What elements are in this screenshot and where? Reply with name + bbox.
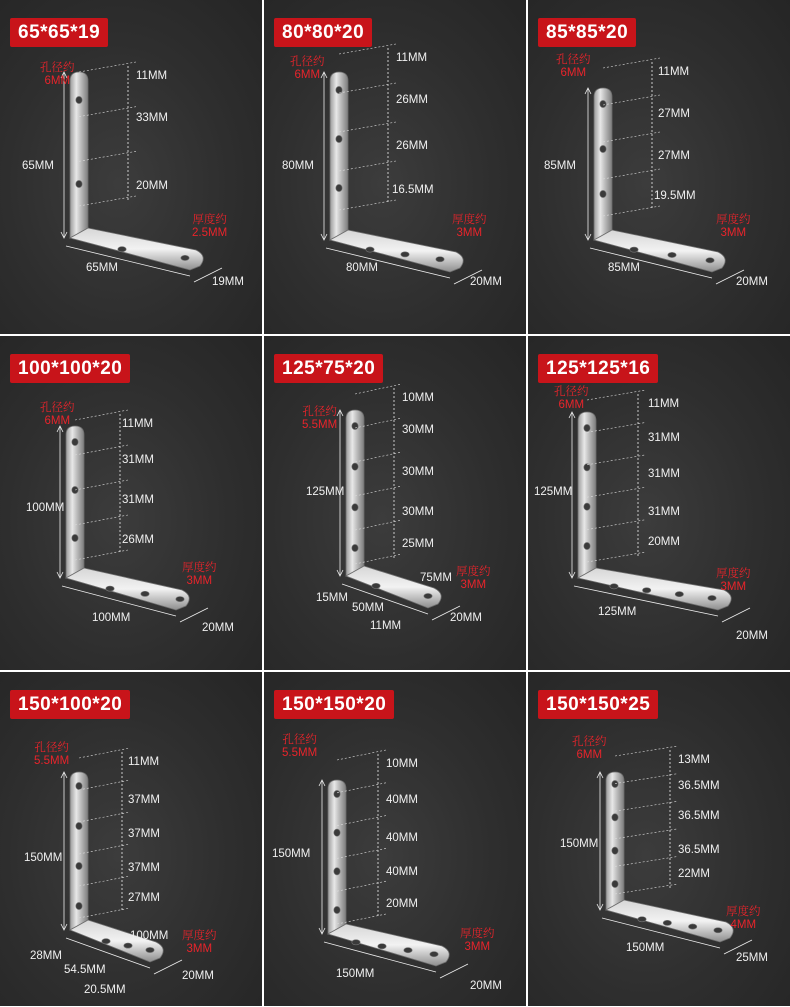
width-label: 20MM bbox=[182, 970, 214, 982]
extension-line bbox=[79, 62, 136, 72]
thickness-note bbox=[452, 214, 487, 240]
hole-spacing-label: 30MM bbox=[402, 424, 434, 436]
hole-spacing-label: 26MM bbox=[396, 140, 428, 152]
hole-diameter-value: 6MM bbox=[44, 415, 71, 427]
hole-spacing-label: 11MM bbox=[122, 418, 154, 430]
hole-spacing-label: 37MM bbox=[128, 794, 160, 806]
hole-diameter-label: 孔径约 bbox=[40, 62, 75, 74]
hole-spacing-label: 36.5MM bbox=[678, 810, 720, 822]
hole-spacing-label: 40MM bbox=[386, 794, 418, 806]
hole bbox=[668, 252, 676, 257]
hole-spacing-label: 11MM bbox=[136, 70, 168, 82]
base-spacing-label: 28MM bbox=[30, 950, 62, 962]
height-label: 150MM bbox=[272, 848, 311, 860]
bracket-panel-3 bbox=[528, 0, 790, 334]
thickness-note bbox=[726, 906, 761, 932]
hole-spacing-label: 26MM bbox=[396, 94, 428, 106]
base-spacing-label: 20.5MM bbox=[84, 984, 126, 996]
hole-spacing-label: 37MM bbox=[128, 862, 160, 874]
thickness-value: 3MM bbox=[720, 581, 747, 593]
vertical-leg bbox=[594, 88, 612, 240]
hole bbox=[352, 422, 358, 429]
hole bbox=[436, 257, 444, 262]
hole bbox=[352, 544, 358, 551]
hole-diameter-note bbox=[572, 736, 607, 762]
hole-spacing-label: 40MM bbox=[386, 832, 418, 844]
thickness-label: 厚度约 bbox=[452, 214, 487, 226]
thickness-label: 厚度约 bbox=[716, 568, 751, 580]
hole bbox=[404, 948, 412, 953]
thickness-label: 厚度约 bbox=[456, 566, 491, 578]
hole bbox=[584, 503, 590, 510]
hole-spacing-label: 31MM bbox=[648, 468, 680, 480]
thickness-label: 厚度约 bbox=[182, 930, 217, 942]
hole-diameter-label: 孔径约 bbox=[554, 386, 589, 398]
width-dimension-line bbox=[154, 960, 182, 974]
hole bbox=[600, 190, 606, 197]
height-label: 65MM bbox=[22, 160, 54, 172]
width-label: 20MM bbox=[736, 276, 768, 288]
height-label: 125MM bbox=[306, 486, 345, 498]
thickness-label: 厚度约 bbox=[716, 214, 751, 226]
bracket-panel-8 bbox=[264, 672, 526, 1006]
width-label: 20MM bbox=[736, 630, 768, 642]
hole-spacing-label: 31MM bbox=[648, 506, 680, 518]
base-spacing-label: 15MM bbox=[316, 592, 348, 604]
thickness-label: 厚度约 bbox=[726, 906, 761, 918]
hole bbox=[336, 135, 342, 142]
hole-diameter-value: 5.5MM bbox=[34, 755, 70, 767]
hole bbox=[334, 868, 340, 875]
size-badge: 65*65*19 bbox=[10, 18, 108, 47]
hole bbox=[76, 862, 82, 869]
thickness-value: 3MM bbox=[186, 943, 213, 955]
hole-spacing-label: 19.5MM bbox=[654, 190, 696, 202]
height-label: 85MM bbox=[544, 160, 576, 172]
hole bbox=[72, 438, 78, 445]
hole bbox=[76, 782, 82, 789]
size-badge: 150*150*25 bbox=[538, 690, 658, 719]
hole bbox=[141, 591, 149, 596]
hole bbox=[106, 586, 114, 591]
hole-spacing-label: 11MM bbox=[128, 756, 160, 768]
extension-line bbox=[615, 746, 678, 756]
extension-line bbox=[615, 774, 678, 784]
hole bbox=[675, 592, 683, 597]
hole-spacing-label: 11MM bbox=[396, 52, 428, 64]
vertical-leg bbox=[578, 412, 596, 578]
thickness-note bbox=[182, 930, 217, 956]
size-badge: 150*100*20 bbox=[10, 690, 130, 719]
hole bbox=[352, 504, 358, 511]
hole-spacing-label: 27MM bbox=[658, 150, 690, 162]
hole bbox=[334, 829, 340, 836]
thickness-value: 4MM bbox=[730, 919, 757, 931]
hole bbox=[176, 597, 184, 602]
hole bbox=[401, 252, 409, 257]
bracket-panel-1 bbox=[0, 0, 262, 334]
hole-diameter-label: 孔径约 bbox=[556, 54, 591, 66]
size-badge: 150*150*20 bbox=[274, 690, 394, 719]
hole-spacing-label: 10MM bbox=[402, 392, 434, 404]
width-dimension-line bbox=[180, 608, 208, 622]
hole bbox=[600, 145, 606, 152]
hole bbox=[102, 939, 110, 944]
hole bbox=[118, 247, 126, 252]
hole-spacing-label: 16.5MM bbox=[392, 184, 434, 196]
bracket-panel-5 bbox=[264, 336, 526, 670]
hole-diameter-note bbox=[40, 62, 75, 88]
width-label: 20MM bbox=[470, 980, 502, 992]
bracket-panel-6 bbox=[528, 336, 790, 670]
hole bbox=[584, 424, 590, 431]
horizontal-leg bbox=[578, 568, 731, 610]
hole bbox=[366, 247, 374, 252]
hole bbox=[124, 943, 132, 948]
length-label: 85MM bbox=[608, 262, 640, 274]
thickness-value: 3MM bbox=[460, 579, 487, 591]
vertical-leg bbox=[66, 426, 84, 578]
hole-diameter-note bbox=[282, 734, 317, 760]
extension-line bbox=[587, 390, 646, 400]
extension-line bbox=[615, 856, 678, 866]
length-label: 65MM bbox=[86, 262, 118, 274]
hole-diameter-value: 5.5MM bbox=[302, 419, 338, 431]
hole bbox=[430, 952, 438, 957]
hole-diameter-value: 6MM bbox=[558, 399, 585, 411]
bracket-panel-2 bbox=[264, 0, 526, 334]
hole bbox=[638, 917, 646, 922]
height-label: 80MM bbox=[282, 160, 314, 172]
thickness-note bbox=[716, 568, 751, 594]
bracket-panel-4 bbox=[0, 336, 262, 670]
width-label: 19MM bbox=[212, 276, 244, 288]
hole bbox=[146, 947, 154, 952]
extension-line bbox=[337, 750, 386, 760]
hole-diameter-label: 孔径约 bbox=[572, 736, 607, 748]
hole bbox=[612, 814, 618, 821]
hole-diameter-label: 孔径约 bbox=[34, 742, 69, 754]
length-label: 150MM bbox=[626, 942, 665, 954]
hole-spacing-label: 33MM bbox=[136, 112, 168, 124]
hole-spacing-label: 26MM bbox=[122, 534, 154, 546]
length-label: 125MM bbox=[598, 606, 637, 618]
hole-diameter-note bbox=[40, 402, 75, 428]
width-dimension-line bbox=[722, 608, 750, 622]
length-label: 100MM bbox=[130, 930, 169, 942]
hole-spacing-label: 36.5MM bbox=[678, 844, 720, 856]
length-label: 80MM bbox=[346, 262, 378, 274]
extension-line bbox=[615, 801, 678, 811]
hole bbox=[424, 593, 432, 598]
hole bbox=[600, 100, 606, 107]
horizontal-leg bbox=[66, 568, 189, 610]
thickness-note bbox=[716, 214, 751, 240]
hole-diameter-value: 6MM bbox=[44, 75, 71, 87]
hole bbox=[334, 906, 340, 913]
hole bbox=[688, 924, 696, 929]
hole-spacing-label: 10MM bbox=[386, 758, 418, 770]
extension-line bbox=[615, 884, 678, 894]
hole-spacing-label: 40MM bbox=[386, 866, 418, 878]
thickness-note bbox=[182, 562, 217, 588]
hole-spacing-label: 37MM bbox=[128, 828, 160, 840]
thickness-value: 3MM bbox=[464, 941, 491, 953]
hole-spacing-label: 31MM bbox=[122, 494, 154, 506]
hole-spacing-label: 30MM bbox=[402, 466, 434, 478]
hole-spacing-label: 36.5MM bbox=[678, 780, 720, 792]
hole-diameter-note bbox=[556, 54, 591, 80]
base-spacing-label: 54.5MM bbox=[64, 964, 106, 976]
hole bbox=[706, 258, 714, 263]
thickness-value: 3MM bbox=[456, 227, 483, 239]
vertical-leg bbox=[606, 772, 624, 910]
bracket-panel-7 bbox=[0, 672, 262, 1006]
hole bbox=[352, 463, 358, 470]
hole-spacing-label: 20MM bbox=[386, 898, 418, 910]
thickness-value: 3MM bbox=[186, 575, 213, 587]
height-label: 125MM bbox=[534, 486, 573, 498]
hole bbox=[584, 542, 590, 549]
hole-spacing-label: 11MM bbox=[648, 398, 680, 410]
hole-diameter-label: 孔径约 bbox=[290, 56, 325, 68]
hole bbox=[378, 944, 386, 949]
width-label: 20MM bbox=[470, 276, 502, 288]
hole bbox=[642, 588, 650, 593]
width-label: 20MM bbox=[450, 612, 482, 624]
hole-spacing-label: 11MM bbox=[658, 66, 690, 78]
hole bbox=[76, 822, 82, 829]
extension-line bbox=[603, 58, 660, 68]
hole-spacing-label: 13MM bbox=[678, 754, 710, 766]
hole bbox=[372, 583, 380, 588]
hole-spacing-label: 30MM bbox=[402, 506, 434, 518]
hole-spacing-label: 20MM bbox=[648, 536, 680, 548]
hole-spacing-label: 27MM bbox=[658, 108, 690, 120]
hole bbox=[708, 595, 716, 600]
thickness-note bbox=[460, 928, 495, 954]
hole-diameter-value: 5.5MM bbox=[282, 747, 318, 759]
hole bbox=[610, 584, 618, 589]
hole-spacing-label: 31MM bbox=[122, 454, 154, 466]
hole bbox=[76, 180, 82, 187]
thickness-note bbox=[192, 214, 227, 240]
hole bbox=[714, 928, 722, 933]
hole-diameter-value: 6MM bbox=[576, 749, 603, 761]
thickness-label: 厚度约 bbox=[460, 928, 495, 940]
hole-diameter-label: 孔径约 bbox=[282, 734, 317, 746]
hole-diameter-label: 孔径约 bbox=[40, 402, 75, 414]
thickness-value: 3MM bbox=[720, 227, 747, 239]
hole bbox=[630, 247, 638, 252]
hole-spacing-label: 31MM bbox=[648, 432, 680, 444]
hole-diameter-value: 6MM bbox=[560, 67, 587, 79]
hole bbox=[336, 184, 342, 191]
hole bbox=[612, 780, 618, 787]
thickness-label: 厚度约 bbox=[182, 562, 217, 574]
width-dimension-line bbox=[440, 964, 468, 978]
hole bbox=[334, 790, 340, 797]
extension-line bbox=[615, 829, 678, 839]
hole bbox=[352, 940, 360, 945]
height-label: 150MM bbox=[24, 852, 63, 864]
length-label: 150MM bbox=[336, 968, 375, 980]
size-badge: 125*75*20 bbox=[274, 354, 383, 383]
size-badge: 80*80*20 bbox=[274, 18, 372, 47]
width-label: 20MM bbox=[202, 622, 234, 634]
width-label: 25MM bbox=[736, 952, 768, 964]
base-spacing-label: 50MM bbox=[352, 602, 384, 614]
hole bbox=[612, 880, 618, 887]
length-label: 100MM bbox=[92, 612, 131, 624]
hole-diameter-value: 6MM bbox=[294, 69, 321, 81]
bracket-panel-9 bbox=[528, 672, 790, 1006]
hole bbox=[181, 255, 189, 260]
vertical-leg bbox=[330, 72, 348, 240]
hole bbox=[76, 96, 82, 103]
base-spacing-label: 11MM bbox=[370, 620, 402, 632]
size-badge: 125*125*16 bbox=[538, 354, 658, 383]
hole-spacing-label: 25MM bbox=[402, 538, 434, 550]
hole bbox=[663, 920, 671, 925]
hole bbox=[72, 534, 78, 541]
thickness-note bbox=[456, 566, 491, 592]
hole bbox=[336, 86, 342, 93]
size-badge: 85*85*20 bbox=[538, 18, 636, 47]
size-badge: 100*100*20 bbox=[10, 354, 130, 383]
thickness-value: 2.5MM bbox=[192, 227, 228, 239]
hole-spacing-label: 22MM bbox=[678, 868, 710, 880]
hole-diameter-note bbox=[554, 386, 589, 412]
extension-line bbox=[355, 384, 402, 394]
hole-diameter-note bbox=[302, 406, 337, 432]
hole bbox=[612, 847, 618, 854]
hole-diameter-label: 孔径约 bbox=[302, 406, 337, 418]
thickness-label: 厚度约 bbox=[192, 214, 227, 226]
length-label: 75MM bbox=[420, 572, 452, 584]
height-label: 150MM bbox=[560, 838, 599, 850]
hole bbox=[584, 464, 590, 471]
height-label: 100MM bbox=[26, 502, 65, 514]
hole-diameter-note bbox=[34, 742, 69, 768]
hole-spacing-label: 27MM bbox=[128, 892, 160, 904]
hole bbox=[76, 902, 82, 909]
hole-diameter-note bbox=[290, 56, 325, 82]
hole-spacing-label: 20MM bbox=[136, 180, 168, 192]
